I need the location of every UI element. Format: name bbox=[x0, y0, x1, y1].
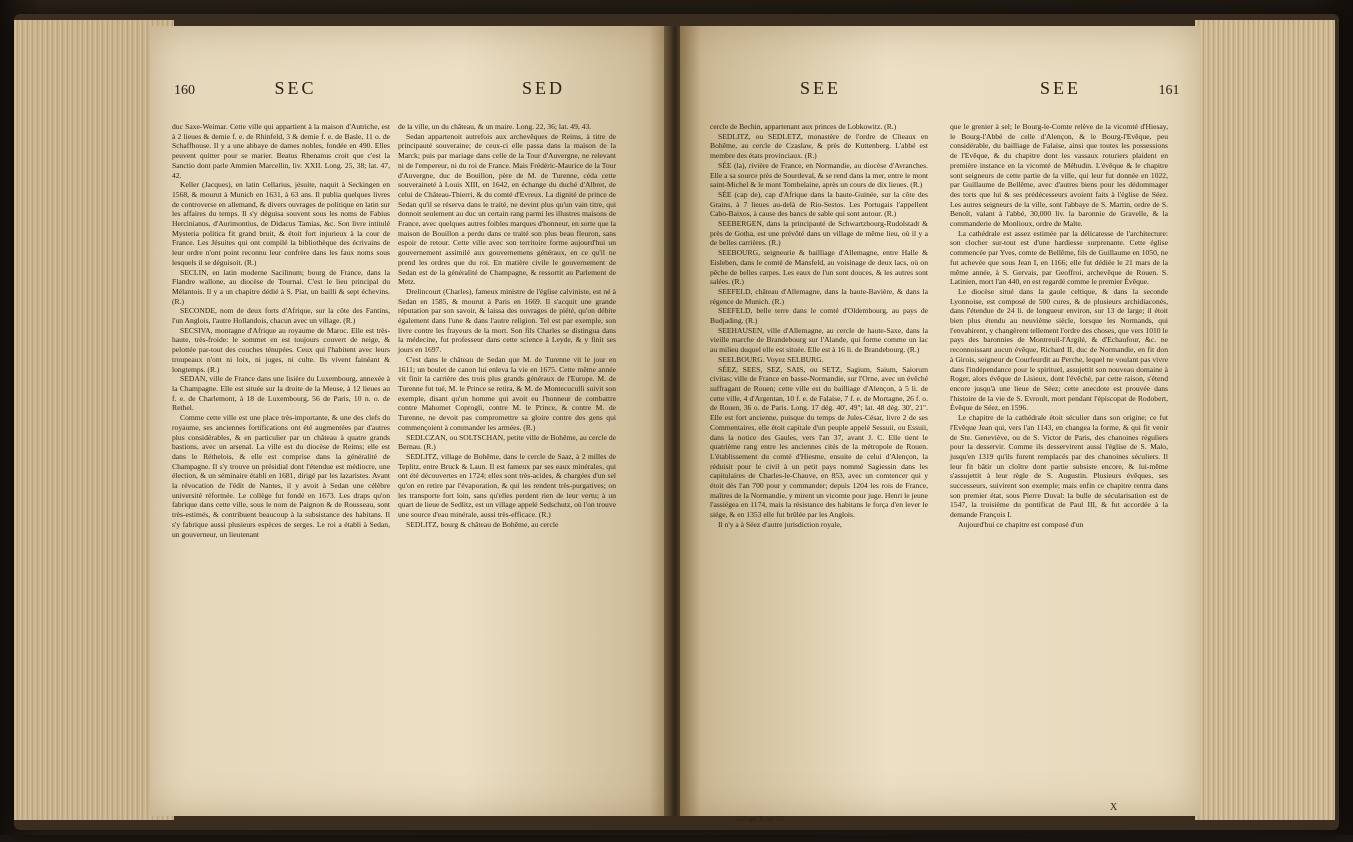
paragraph: SEEHAUSEN, ville d'Allemagne, au cercle de haute-Saxe, dans la vieille marche de Brandebourg sur l'Alande, qui forme comme un lac au milieu duquel elle est située. Elle est à 16 li. de Brandebourg. (R.) bbox=[710, 325, 928, 355]
page-number-left: 160 bbox=[174, 83, 195, 98]
paragraph: SECONDE, nom de deux forts d'Afrique, sur la côte des Fantins, l'un Anglois, l'autre Hollandois, chacun avec un village. (R.) bbox=[172, 306, 390, 326]
paragraph: SÉE (la), rivière de France, en Normandie, au diocèse d'Avranches. Elle a sa source près de Sourdeval, & se rend dans la mer, entre le mont saint-Michel & le mont Tombelaine, après un cours de dix lieues. (R.) bbox=[710, 160, 928, 190]
paragraph: SEEFELD, château d'Allemagne, dans la haute-Bavière, & dans la régence de Munich. (R.) bbox=[710, 286, 928, 306]
paragraph: Le chapitre de la cathédrale étoit séculier dans son origine; ce fut l'Evêque Jean qui, vers l'an 1143, en changea la forme, & qui fit venir de Ste. Geneviève, ou de S. Victor de Paris, des chanoines réguliers pour la desservir. Comme ils desservirent aussi l'église de S. Malo, jusqu'en 1319 qu'ils furent remplacés par des chanoines séculiers. Il leur fit bâtir un cloître dont partie subsiste encore, & lui-même s'assujettit à leur règle de S. Augustin. Plusieurs évêques, ses successeurs, suivirent son exemple; mais enfin ce chapitre rentra dans son premier état, sous Pierre Duval: la bulle de sécularisation est de 1547, la troisième du pontificat de Paul III, & fut accordée à la demande François I. bbox=[950, 413, 1168, 520]
paragraph: Sedan appartenoit autrefois aux archevêques de Reims, à titre de principauté souveraine; de ceux-ci elle passa dans la maison de la Marck; puis par mariage dans celle de la Tour d'Auvergne, ne relevant ni de l'empereur, ni du roi de France. Mais Frédéric-Maurice de la Tour d'Auvergne, duc de Bouillon, père de M. de Turenne, céda cette souveraineté à Louis XIII, en 1642, en échange du duché d'Albret, de celui de Château-Thierri, & du comté d'Evreux. La dignité de prince de Sedan qu'il se réserva dans le traité, ne devint plus qu'un vain titre, qui donnoit seulement au duc un certain rang parmi les illustres maisons de France, avec quelques autres foibles marques d'honneur, en sorte que la maison de Bouillon a perdu dans ce traité son plus beau fleuron, sans espoir de retour. Cette ville avec son territoire forme aujourd'hui un gouvernement assimilé aux gouvernemens généraux, en ce qu'il ne prend les ordres que du roi. En matière civile le gouvernement de Sedan est de la généralité de Champagne, & ressortit au Parlement de Metz. bbox=[398, 131, 616, 287]
paragraph: de la ville, un du château, & un maire. Long. 22, 36; lat. 49, 43. bbox=[398, 122, 592, 131]
right-page-column-2 bbox=[950, 122, 1168, 842]
paragraph: SEDAN, ville de France dans une lisière du Luxembourg, annexée à la Champagne. Elle est située sur la droite de la Meuse, à 12 lieues au f. e. de Charlemont, à 18 de Luxembourg, 56 de Paris, 10 n. o. de Rethel. bbox=[172, 374, 390, 413]
paragraph: SEEBOURG, seigneurie & bailliage d'Allemagne, entre Halle & Eisleben, dans le comté de Mansfeld, au voisinage de deux lacs, où on pêche de belles carpes. Les eaux de l'un sont douces, & les autres sont salées. (R.) bbox=[710, 248, 928, 287]
paragraph: SECLIN, en latin moderne Sacilinum; bourg de France, dans la Flandre wallone, au diocèse de Tournai. C'est le lieu principal du Mélantois. Il y a un chapitre dédié à S. Piat, un bailli & sept échevins. (R.) bbox=[172, 267, 390, 306]
paragraph: SEEBERGEN, dans la principauté de Schwartzbourg-Rudolstadt & près de Gotha, est une prévôté dans un village de même lieu, où il y a de belles carrières. (R.) bbox=[710, 219, 928, 248]
left-page-column-2 bbox=[398, 122, 616, 842]
paragraph: Comme cette ville est une place très-importante, & une des clefs du royaume, ses anciennes fortifications ont été augmentées par d'autres plus considérables, & en particulier par un château à quatre grands bastions, avec un arsenal. La ville est du diocèse de Reims; elle est dans le Réthelois, & elle est comprise dans la généralité de Champagne. Il s'y trouve un présidial dont l'étendue est médiocre, une élection, & un séminaire établi en 1681, dirigé par les lazaristes. Avant la révocation de l'édit de Nantes, il y avoit à Sedan une célèbre université réformée. Le collège fut fondé en 1673. Les draps qu'on fabrique dans cette ville, sous le nom de Paignon & de Rousseau, sont très-estimés, & contribuent beaucoup à la subsistance des habitans. Il s'y fabrique aussi plusieurs espèces de serges. Le roi a établi à Sedan, un gouverneur, un lieutenant bbox=[172, 413, 390, 539]
paragraph: SEEFELD, belle terre dans le comté d'Oldembourg, au pays de Budjading. (R.) bbox=[710, 306, 928, 326]
running-head-right: SEE bbox=[800, 78, 842, 98]
paragraph: Aujourd'hui ce chapitre est composé d'un bbox=[958, 519, 1084, 529]
running-head-left: SEC bbox=[274, 78, 317, 98]
paragraph: SÉEZ, SEES, SEZ, SAIS, ou SETZ, Sagium, Saium, Saiorum civitas; ville de France en basse-Normandie, sur l'Orne, avec un évêché suffragant de Rouen; cette ville est du bailliage d'Alençon, à 5 li. de cette ville, 4 d'Argentan, 10 f. e. de Falaise, 7 f. e. de Mortagne, 26 f. o. de Rouen, 36 o. de Paris. Long. 17 dég. 40', 49"; lat. 48 dég. 30', 21". Elle est fort ancienne, puisque du temps de Jules-César, livre 2 de ses Commentaires, elle étoit capitale d'un peuple appelé Sessuii, ou Essuii, dans la notice des Gaules, vers l'an 37, avant J. C. Elle tient le quatrième rang entre les anciennes cités de la métropole de Rouen. L'établissement du comté d'Hiesme, ensuite de celui d'Alençon, la réduisit pour le civil à un petit pays nommé Sagiessin dans les capitulaires de Charles-le-Chauve, en 853, avec un comtencer qui y étoit dès l'an 700 pour y commander; depuis 1204 les rois de France, maîtres de la Normandie, y mirent un vicomte pour juge. Henri le jeune l'assiégea en 1174, mais la résistance des habitans le força d'en lever le siége, & en 1353 elle fut brûlée par les Anglois. bbox=[710, 364, 928, 520]
footer-volume: Géogr. Tome III. bbox=[736, 814, 786, 823]
left-page-header bbox=[174, 78, 317, 99]
paragraph: SEELBOURG. Voyez SELBURG. bbox=[718, 354, 824, 364]
paragraph: La cathédrale est assez estimée par la délicatesse de l'architecture: son clocher sur-tout est d'une hardiesse surprenante. Cette église commencée par Yves, comte de Bellême, fils de Guillaume en 1050, ne fut achevée que sous Jean I, en 1166; elle fut dédiée le 21 mars de la même année, à S. Gervais, par Geoffroi, archevêque de Rouen. S. Latinien, mort l'an 440, en est regardé comme le premier Évêque. bbox=[950, 228, 1168, 287]
right-page-edges bbox=[1195, 20, 1335, 820]
paragraph: SEDLITZ, bourg & château de Bohême, au cercle bbox=[406, 519, 559, 529]
right-page-header bbox=[1040, 78, 1180, 99]
paragraph: SÉE (cap de), cap d'Afrique dans la haute-Guinée, sur la côte des Grains, à 7 lieues au-delà de Rio-Sestos. Les Portugais l'appellent Cabo-Baixos, à cause des bancs de sable qui sont autour. (R.) bbox=[710, 189, 928, 219]
paragraph: Le diocèse situé dans la gaule celtique, & dans la seconde Lyonnoise, est composé de 500 cures, & de plusieurs archidiaconés, dans l'étendue de 24 li. de longueur environ, sur 13 de large; il étoit bien plus étendu au neuvième siècle, lorsque les Normands, qui l'envahirent, y changèrent tellement l'ordre des choses, que vers 1010 le pays des baronnies de Montreuil-l'Argilé, & d'Echaufour, &c. ne reconnoissant aucun évêque, Richard II, duc de Normandie, en fit don à Girois, seigneur de Courfeurdit au Perche, lequel ne voulant pas vivre dans l'indépendance pour le spirituel, assujettit son nouveau domaine à Roger, alors évêque de Lisieux, dont l'évêché, par cette raison, s'étend encore jusqu'à une lieue de Séez; cette anecdote est prouvée dans l'histoire de la vie de S. Evroult, mort pendant l'épiscopat de Rodobert, Évêque de Séez, en 1596. bbox=[950, 286, 1168, 413]
running-head-right-2: SEE bbox=[1040, 78, 1082, 98]
left-page bbox=[150, 26, 670, 816]
right-page bbox=[680, 26, 1200, 823]
left-page-column-1 bbox=[172, 122, 390, 842]
paragraph: duc Saxe-Weimar. Cette ville qui appartient à la maison d'Autriche, est à 2 lieues & demie f. e. de Rhinfeld, 3 & demie f. e. de Basle, 11 o. de Schaffhouse. Il y a une abbaye de dames nobles, fondée en 490. Elles peuvent quitter pour se marier. Beatus Rhenanus croit que c'est la Sanctio dont parle Ammien Marcellin, liv. XXII. Long. 25, 38; lat. 47, 42. bbox=[172, 122, 390, 180]
paragraph: Il n'y a à Séez d'autre jurisdiction royale, bbox=[718, 519, 842, 529]
paragraph: Drelincourt (Charles), fameux ministre de l'église calviniste, est né à Sedan en 1585, & mourut à Paris en 1669. Il s'acquit une grande réputation par son savoir, & laissa des ouvrages de piété, qu'on débite également dans l'une & dans l'autre religion. Tel est par exemple, son livre contre les frayeurs de la mort. Son fils Charles se distingua dans la médecine, fut professeur dans cette science à Leyde, & y finit ses jours en 1697. bbox=[398, 286, 616, 355]
paragraph: SEDLCZAN, ou SOLTSCHAN, petite ville de Bohême, au cercle de Bernau. (R.) bbox=[398, 432, 616, 452]
signature-mark: X bbox=[1110, 802, 1118, 813]
running-head-left-2: SED bbox=[522, 78, 566, 98]
paragraph: que le grenier à sel; le Bourg-le-Comte relève de la vicomté d'Hiesay, le Bourg-l'Abbé de celle d'Alençon, & le Bourg-l'Evêque, peu considérable, du bailliage de Falaise, ainsi que toutes les possessions de l'Evêque, & du chapitre dont les vassaux roturiers plaident en première instance en la vicomté de Méhudin. L'évêque & le chapitre sont seigneurs de cette partie de la ville, qui leur fut donnée en 1022, par Guillaume de Bellême, avec d'autres biens pour les dédommager des torts que lui & ses prédécesseurs avoient faits à l'église de Séez. Les autres seigneurs de la ville, sont l'abbaye de S. Martin, ordre de S. Benoît, valant à l'abbé, 30,000 liv. la baronnie de Gravelle, & la commanderie de Monlioux, ordre de Malte. bbox=[950, 122, 1168, 229]
right-page-column-1 bbox=[710, 122, 928, 812]
paragraph: C'est dans le château de Sedan que M. de Turenne vit le jour en 1611; un boulet de canon lui enleva la vie en 1675. Cette même année vit finir la carrière des trois plus grands généraux de l'Europe. M. de Turenne fut tué, M. le Prince se retira, & M. de Montecuculli suivit son exemple, disant qu'un homme qui avoit eu l'honneur de combattre contre Mahomet Coprogli, contre M. le Prince, & contre M. de Turenne, ne devoit pas compromettre sa gloire contre des gens qui commençoient à commander les armées. (R.) bbox=[398, 354, 616, 432]
paragraph: SEDLITZ, ou SEDLETZ, monastère de l'ordre de Cîteaux en Bohême, au cercle de Czaslaw, & près de Kuttenberg. L'abbé est membre des états provinciaux. (R.) bbox=[710, 131, 928, 161]
paragraph: Keller (Jacques), en latin Cellarius, jésuite, naquit à Seckingen en 1568, & mourut à Munich en 1631, à 63 ans. Il publia quelques livres de controverse en allemand, & divers ouvrages de politique en latin sur les affaires du temps. Il s'y déguisa souvent sous les noms de Fabius Hercinianus, d'Aurimontius, de Didacus Tamias, &c. Son livre intitulé Mysteria politica fit grand bruit, & étoit fort injurieux à la cour de France. Les Jésuites qui ont compilé la bibliothèque des écrivains de leur ordre n'ont point reconnu leur confrère dans les faux noms sous lesquels il se déguisoit. (R.) bbox=[172, 180, 390, 267]
page-number-right: 161 bbox=[1158, 83, 1180, 98]
paragraph: SEDLITZ, village de Bohême, dans le cercle de Saaz, à 2 milles de Teplitz, entre Bruck & Laun. Il est fameux par ses eaux minérales, qui ont été découvertes en 1724; elles sont très-acides, & chargées d'un sel qu'on en retire par l'évaporation, & qui les rendent très-purgatives; on les transporte fort loin, sans qu'elles perdent rien de leur vertu; à un quart de lieue de Sedlitz, est un village appelé Sedschutz, où l'on trouve une source d'eau minérale, aussi très-efficace. (R.) bbox=[398, 451, 616, 520]
paragraph: cercle de Bechin, appartenant aux princes de Lobkowitz. (R.) bbox=[710, 122, 897, 131]
paragraph: SECSIVA, montagne d'Afrique au royaume de Maroc. Elle est très-haute, très-froide: le sommet en est toujours couvert de neige, & pelottée par-tout des couches ténupées. Ceux qui l'habitent avec leurs troupeaux n'ont ni loix, ni juges, ni culte. Ils vivent fainéant & longtemps. (R.) bbox=[172, 325, 390, 374]
